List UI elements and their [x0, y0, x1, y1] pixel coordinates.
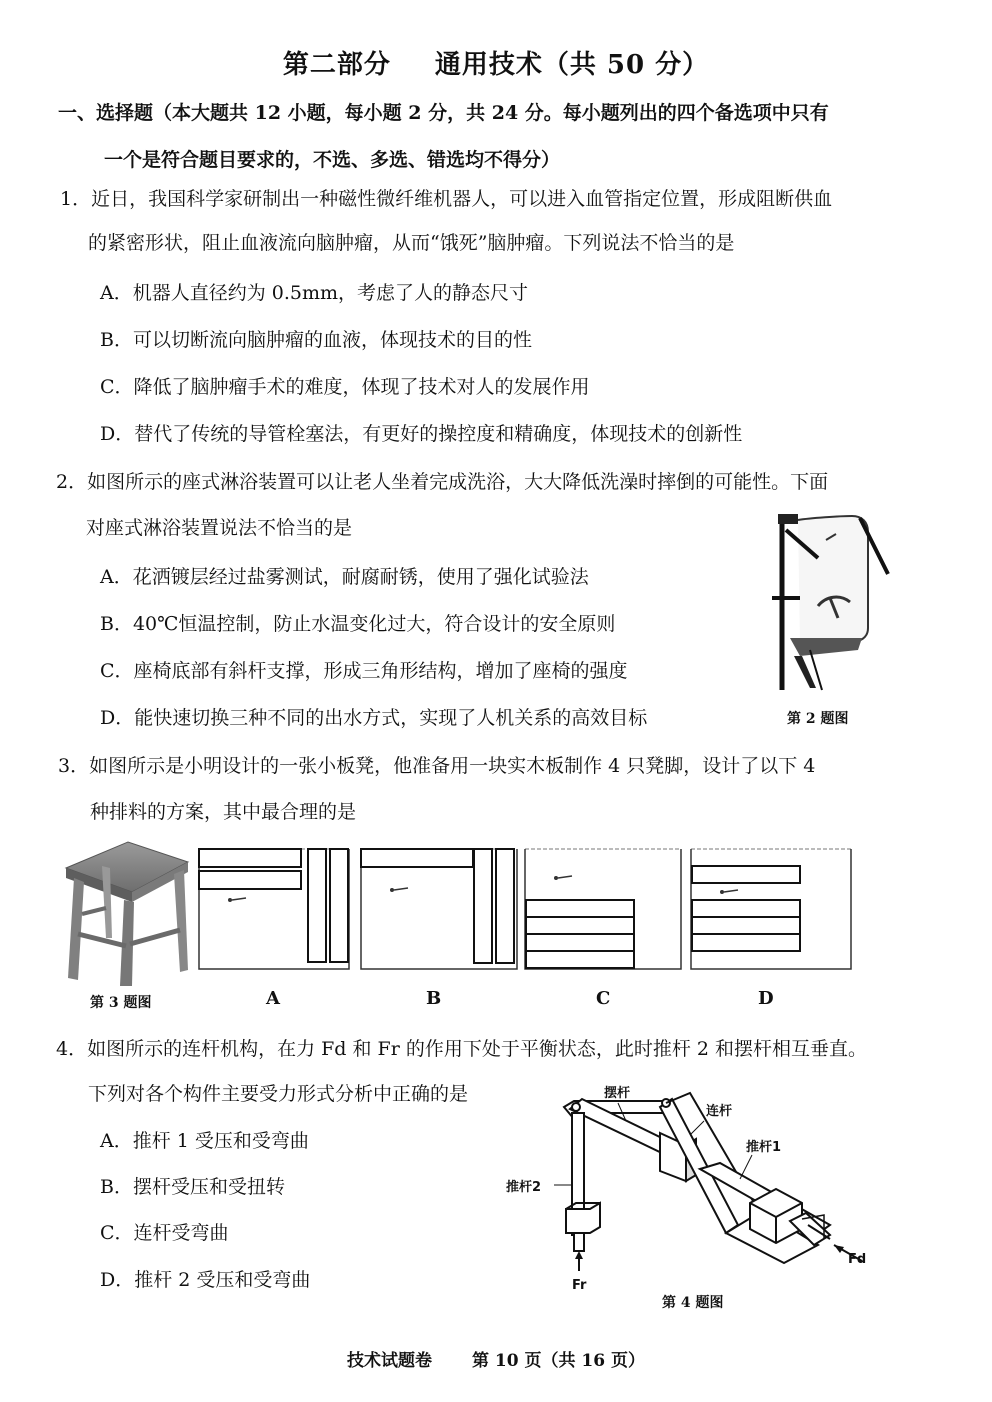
q2-figure-caption: 第 2 题图 — [787, 711, 849, 727]
q4-option-a[interactable]: A．推杆 1 受压和受弯曲 — [100, 1130, 309, 1152]
q1-option-d[interactable]: D．替代了传统的导管栓塞法，有更好的操控度和精确度，体现技术的创新性 — [100, 423, 743, 445]
stool-figure — [62, 838, 192, 988]
paper-name: 技术试题卷 — [347, 1351, 432, 1371]
shower-seat-figure — [770, 510, 900, 695]
page-title — [0, 44, 992, 81]
page-number: 第 10 页（共 16 页） — [472, 1351, 645, 1371]
q4-option-d[interactable]: D．推杆 2 受压和受弯曲 — [100, 1269, 311, 1291]
q4-option-b[interactable]: B．摆杆受压和受扭转 — [100, 1176, 285, 1198]
q3-stem-line2: 种排料的方案，其中最合理的是 — [90, 801, 357, 823]
label-push-rod-2: 推杆2 — [506, 1180, 542, 1195]
q2-option-d[interactable]: D．能快速切换三种不同的出水方式，实现了人机关系的高效目标 — [100, 707, 648, 729]
layout-option-d-figure — [690, 848, 852, 970]
q3-stem-line1: 3．如图所示是小明设计的一张小板凳，他准备用一块实木板制作 4 只凳脚，设计了以下 4 — [58, 755, 816, 777]
q1-stem-line1: 1．近日，我国科学家研制出一种磁性微纤维机器人，可以进入血管指定位置，形成阻断供血 — [60, 188, 833, 210]
q3-figure-caption: 第 3 题图 — [90, 995, 152, 1011]
section-heading-line2: 一个是符合题目要求的，不选、多选、错选均不得分） — [104, 149, 561, 171]
q1-option-a[interactable]: A．机器人直径约为 0.5mm，考虑了人的静态尺寸 — [100, 282, 529, 304]
section-heading-line1: 一、选择题（本大题共 12 小题，每小题 2 分，共 24 分。每小题列出的四个备选项中只有 — [58, 102, 829, 124]
part-label: 第二部分 — [282, 50, 391, 80]
q2-option-b[interactable]: B．40℃恒温控制，防止水温变化过大，符合设计的安全原则 — [100, 613, 616, 635]
q2-option-c[interactable]: C．座椅底部有斜杆支撑，形成三角形结构，增加了座椅的强度 — [100, 660, 628, 682]
layout-label-d[interactable]: D — [758, 988, 774, 1009]
label-force-fd: Fd — [848, 1252, 867, 1267]
label-swing-arm: 摆杆 — [604, 1086, 631, 1101]
subject-label: 通用技术（共 50 分） — [434, 50, 710, 80]
label-link: 连杆 — [706, 1104, 733, 1119]
q4-stem-line1: 4．如图所示的连杆机构，在力 Fd 和 Fr 的作用下处于平衡状态，此时推杆 2 和摆杆相互垂直。 — [56, 1038, 868, 1060]
q4-figure-caption: 第 4 题图 — [662, 1295, 724, 1311]
layout-label-b[interactable]: B — [426, 988, 442, 1009]
q2-stem-line1: 2．如图所示的座式淋浴装置可以让老人坐着完成洗浴，大大降低洗澡时摔倒的可能性。下面 — [56, 471, 829, 493]
q4-stem-line2: 下列对各个构件主要受力形式分析中正确的是 — [88, 1083, 469, 1105]
q2-option-a[interactable]: A．花洒镀层经过盐雾测试，耐腐耐锈，使用了强化试验法 — [100, 566, 589, 588]
linkage-mechanism-figure — [500, 1085, 870, 1310]
layout-option-c-figure — [524, 848, 682, 970]
layout-option-b-figure — [360, 848, 518, 970]
q1-option-c[interactable]: C．降低了脑肿瘤手术的难度，体现了技术对人的发展作用 — [100, 376, 590, 398]
layout-label-c[interactable]: C — [596, 988, 611, 1009]
page-footer — [0, 1346, 992, 1371]
layout-option-a-figure — [198, 848, 350, 970]
q1-stem-line2: 的紧密形状，阻止血液流向脑肿瘤，从而“饿死”脑肿瘤。下列说法不恰当的是 — [88, 232, 735, 254]
label-force-fr: Fr — [572, 1278, 587, 1293]
layout-label-a[interactable]: A — [266, 988, 280, 1009]
q4-option-c[interactable]: C．连杆受弯曲 — [100, 1222, 229, 1244]
q1-option-b[interactable]: B．可以切断流向脑肿瘤的血液，体现技术的目的性 — [100, 329, 532, 351]
label-push-rod-1: 推杆1 — [746, 1140, 782, 1155]
q2-stem-line2: 对座式淋浴装置说法不恰当的是 — [86, 517, 353, 539]
